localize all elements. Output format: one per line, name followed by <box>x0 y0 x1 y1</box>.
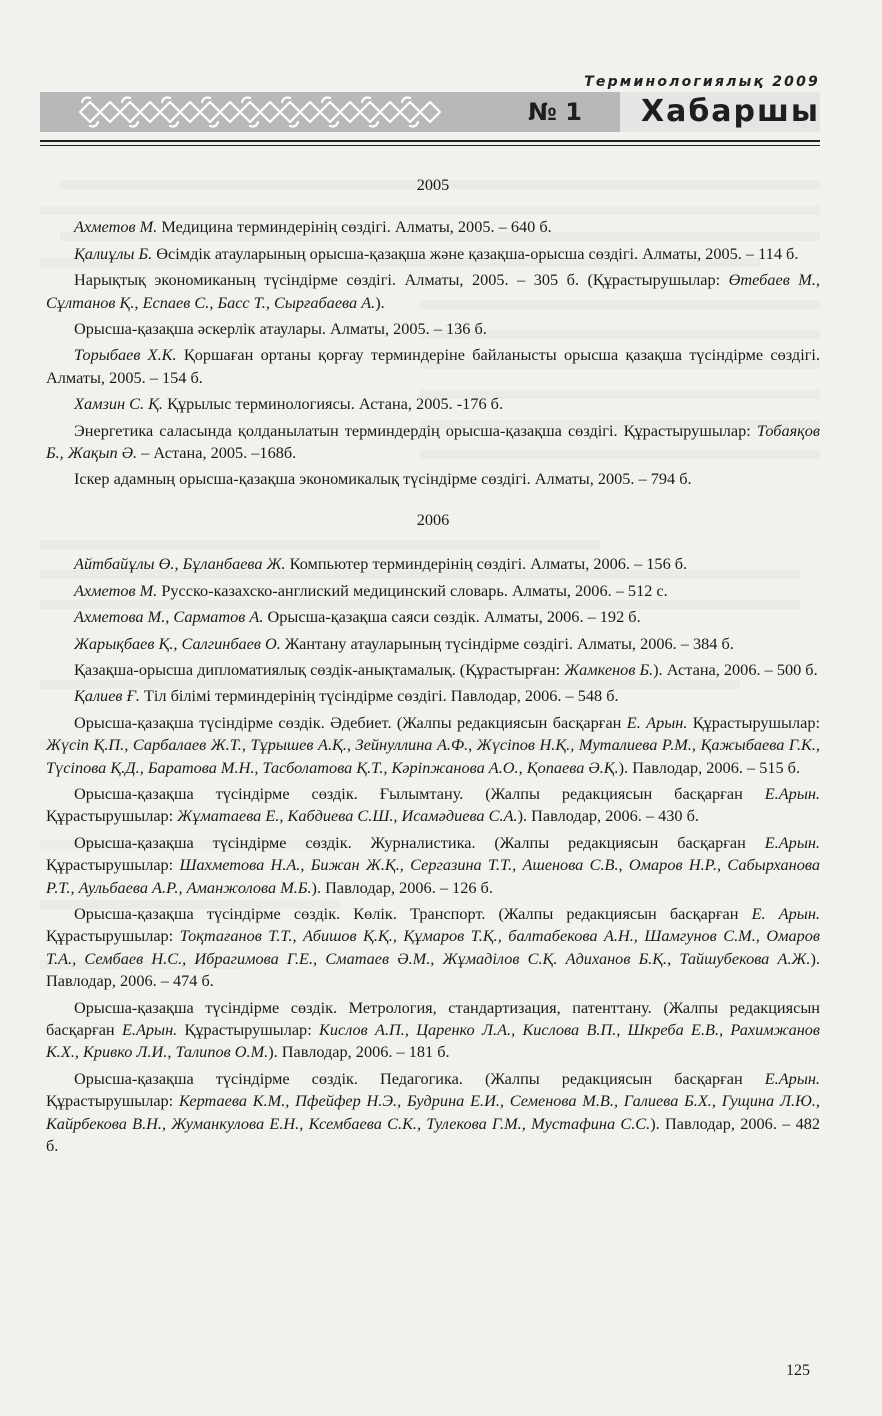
entry-author: Е. Арын. <box>751 903 820 923</box>
bibliography-entry <box>46 903 820 993</box>
entry-text: Орысша-қазақша түсіндірме сөздік. Педагогика. (Жалпы редакциясын басқарған <box>74 1068 765 1088</box>
bibliography-entry <box>46 318 820 340</box>
entry-author: Тоқтағанов Т.Т., Абишов Қ.Қ., Құмаров Т.Қ., балтабекова А.Н., Шамгунов С.М., Омаров Т.А., Сембаев Н.С., Ибрагимова Г.Е., Сматаев Ә.М., Жұмаділов С.Қ. Адиханов Б.Қ., Тайшубекова А.Ж. <box>46 926 820 968</box>
entry-author: Ахметов М. <box>74 580 158 600</box>
entry-author: Ахметов М. <box>74 217 158 237</box>
bibliography-entry <box>46 997 820 1064</box>
entry-text: Өсімдік атауларының орысша-қазақша және қазақша-орысша сөздігі. Алматы, 2005. – 114 б. <box>152 243 799 263</box>
entry-text: Құрастырушылар: <box>687 712 820 732</box>
entry-text: Орысша-қазақша түсіндірме сөздік. Ғылымтану. (Жалпы редакциясын басқарған <box>74 783 765 803</box>
journal-title: Хабаршы <box>640 94 820 129</box>
entry-text: Құрастырушылар: <box>177 1020 320 1039</box>
entry-author: Жамкенов Б. <box>564 659 654 679</box>
entry-text: Русско-казахско-англиский медицинский словарь. Алматы, 2006. – 512 с. <box>157 580 668 600</box>
entry-author: Жарықбаев Қ., Салгинбаев О. <box>74 633 281 653</box>
bibliography-entry <box>46 420 820 465</box>
entry-author: Ахметова М., Сарматов А. <box>74 607 264 627</box>
entry-author: Қалиұлы Б. <box>74 243 153 263</box>
bibliography-entry <box>46 216 820 238</box>
entry-author: Кертаева К.М., Пфейфер Н.Э., Будрина Е.И., Семенова М.В., Галиева Б.Х., Гущина Л.Ю., Кайрбекова В.Н., Жуманкулова Е.Н., Ксембаева С.К., Тулекова Г.М., Мустафина С.С. <box>46 1091 820 1133</box>
entry-text: Компьютер терминдерінің сөздігі. Алматы, 2006. – 156 б. <box>285 554 688 574</box>
entry-text: Орысша-қазақша түсіндірме сөздік. Метрология, стандартизация, патенттану. (Жалпы редакциясын басқарған <box>46 997 820 1039</box>
entry-author: Е.Арын. <box>764 832 820 852</box>
entry-text: ). <box>375 292 385 312</box>
header-rule-thin <box>40 145 820 146</box>
bibliography-entry <box>46 606 820 628</box>
entry-text: ). Павлодар, 2006. – 430 б. <box>517 806 699 826</box>
entry-text: ). Павлодар, 2006. – 474 б. <box>46 948 820 991</box>
bibliography-entry <box>46 243 820 265</box>
bibliography-entry <box>46 553 820 575</box>
bibliography-entry <box>46 269 820 314</box>
entry-text: Іскер адамның орысша-қазақша экономикалық түсіндірме сөздігі. Алматы, 2005. – 794 б. <box>74 469 692 489</box>
issue-number: № 1 <box>528 98 582 126</box>
entry-text: Медицина терминдерінің сөздігі. Алматы, 2005. – 640 б. <box>157 217 552 237</box>
entry-text: Қазақша-орысша дипломатиялық сөздік-анықтамалық. (Құрастырған: <box>74 659 565 679</box>
entry-text: – Астана, 2005. –168б. <box>137 443 297 463</box>
entry-author: Хамзин С. Қ. <box>74 394 163 414</box>
entry-text: Құрастырушылар: <box>46 926 180 946</box>
entry-text: Орысша-қазақша түсіндірме сөздік. Көлік. Транспорт. (Жалпы редакциясын басқарған <box>74 903 752 923</box>
entry-text: Нарықтық экономиканың түсіндірме сөздігі. Алматы, 2005. – 305 б. (Құрастырушылар: <box>74 270 729 290</box>
bibliography-entry <box>46 344 820 389</box>
entry-text: Орысша-қазақша саяси сөздік. Алматы, 2006. – 192 б. <box>263 607 641 627</box>
bibliography-entry <box>46 580 820 602</box>
journal-subtitle: Терминологиялық 2009 <box>584 74 820 90</box>
entry-text: Жантану атауларының түсіндірме сөздігі. Алматы, 2006. – 384 б. <box>280 633 734 653</box>
header-rule <box>40 140 820 142</box>
bibliography-list <box>46 174 820 1161</box>
year-heading: 2006 <box>416 509 450 529</box>
entry-author: Өтебаев М., Сұлтанов Қ., Еспаев С., Басс Т., Сырғабаева А. <box>46 270 820 312</box>
entry-text: Құрылыс терминологиясы. Астана, 2005. -176 б. <box>163 394 504 414</box>
entry-author: Е.Арын. <box>764 783 820 803</box>
entry-text: Қоршаған ортаны қорғау терминдеріне байланысты орысша қазақша түсіндірме сөздігі. Алматы, 2005. – 154 б. <box>46 345 820 387</box>
entry-text: ). Астана, 2006. – 500 б. <box>653 659 818 679</box>
bibliography-entry <box>46 783 820 828</box>
entry-text: Тіл білімі терминдерінің түсіндірме сөздігі. Павлодар, 2006. – 548 б. <box>139 686 619 706</box>
bibliography-entry <box>46 832 820 899</box>
entry-text: ). Павлодар, 2006. – 126 б. <box>311 877 493 897</box>
entry-text: Энергетика саласында қолданылатын терминдердің орысша-қазақша сөздігі. Құрастырушылар: <box>74 420 757 440</box>
entry-text: ). Павлодар, 2006. – 181 б. <box>268 1042 450 1062</box>
entry-author: Жүсіп Қ.П., Сарбалаев Ж.Т., Тұрышев А.Қ., Зейнуллина А.Ф., Жүсіпов Н.Қ., Муталиева Р.М., Қажыбаева Г.К., Түсіпова Қ.Д., Баратова М.Н., Тасболатова Қ.Т., Кәріпжанова А.О., Қопаева Ә.Қ. <box>46 735 820 777</box>
bibliography-entry <box>46 1068 820 1158</box>
entry-author: Торыбаев Х.К. <box>74 345 177 365</box>
entry-author: Е. Арын. <box>626 712 688 732</box>
entry-text: Құрастырушылар: <box>46 1091 179 1111</box>
entry-author: Жұматаева Е., Кабдиева С.Ш., Исамәдиева С.А. <box>177 806 518 826</box>
entry-author: Е.Арын. <box>121 1020 178 1039</box>
entry-text: Құрастырушылар: <box>46 806 178 826</box>
entry-author: Шахметова Н.А., Бижан Ж.Қ., Сергазина Т.Т., Ашенова С.В., Омаров Н.Р., Сабырханова Р.Т., Аульбаева А.Р., Аманжолова М.Б. <box>46 855 820 897</box>
entry-text: ). Павлодар, 2006. – 515 б. <box>618 757 801 777</box>
bibliography-entry <box>46 633 820 655</box>
entry-author: Кислов А.П., Царенко Л.А., Кислова В.П., Шкреба Е.В., Рахимжанов К.Х., Кривко Л.И., Талипов О.М. <box>46 1020 820 1062</box>
entry-text: ). Павлодар, 2006. – 482 б. <box>46 1113 821 1156</box>
entry-text: Орысша-қазақша әскерлік атаулары. Алматы, 2005. – 136 б. <box>74 319 487 339</box>
bibliography-entry <box>46 393 820 415</box>
bibliography-entry <box>46 685 820 707</box>
entry-author: Тобаяқов Б., Жақып Ә. <box>46 420 820 463</box>
entry-author: Қалиев Ғ. <box>74 686 140 706</box>
year-heading: 2005 <box>416 175 450 194</box>
entry-author: Айтбайұлы Ө., Бұланбаева Ж. <box>74 554 286 574</box>
entry-text: Орысша-қазақша түсіндірме сөздік. Журналистика. (Жалпы редакциясын басқарған <box>74 832 765 852</box>
bibliography-entry <box>46 468 820 490</box>
entry-text: Орысша-қазақша түсіндірме сөздік. Әдебиет. (Жалпы редакциясын басқарған <box>74 712 627 732</box>
bibliography-entry <box>46 659 820 681</box>
entry-author: Е.Арын. <box>764 1068 820 1088</box>
page-number: 125 <box>786 1362 810 1379</box>
entry-text: Құрастырушылар: <box>46 855 180 875</box>
kazakh-ornament-icon <box>40 92 480 132</box>
bibliography-entry <box>46 712 820 779</box>
